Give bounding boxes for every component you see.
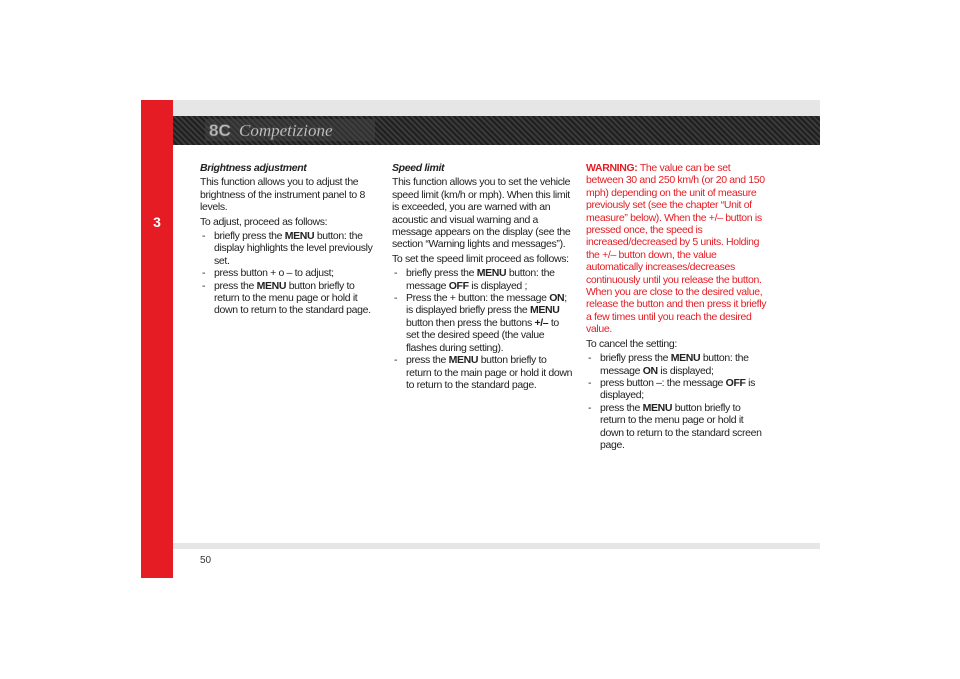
- paragraph: This function allows you to set the vehicle speed limit (km/h or mph). When this limit is exceeded, you are warned with an acoustic and visual warning and a message appears on the display (see the section “Warning lights and messages”).: [392, 176, 571, 251]
- step-list: [200, 230, 378, 317]
- chapter-tab: [141, 100, 173, 578]
- list-item: - press the MENU button briefly to return to the menu page or hold it down to return to the standard page.: [200, 280, 378, 317]
- section-heading: Brightness adjustment: [200, 162, 307, 174]
- paragraph: To cancel the setting:: [586, 337, 677, 350]
- header-band: [173, 100, 820, 116]
- logo-script: Competizione: [239, 121, 333, 140]
- list-item: - Press the + button: the message ON; is displayed briefly press the MENU button then press the buttons +/– to set the desired speed (the value flashes during setting).: [392, 292, 574, 354]
- column-speed-limit: [392, 162, 574, 393]
- list-item: - press the MENU button briefly to return to the main page or hold it down to return to the standard page.: [392, 354, 574, 391]
- list-item: - briefly press the MENU button: the message ON is displayed;: [586, 352, 768, 377]
- footer-band: [173, 543, 820, 549]
- header-banner: [173, 116, 820, 145]
- list-item: - press button –: the message OFF is displayed;: [586, 377, 768, 402]
- section-heading: Speed limit: [392, 162, 445, 174]
- brand-logo: [205, 118, 375, 142]
- chapter-number: 3: [153, 214, 161, 230]
- column-warning: [586, 162, 768, 453]
- paragraph: To set the speed limit proceed as follows:: [392, 252, 569, 265]
- list-item: - press button + o – to adjust;: [200, 267, 378, 279]
- logo-number: 8C: [209, 121, 231, 140]
- page-number: 50: [200, 555, 212, 566]
- paragraph: To adjust, proceed as follows:: [200, 215, 328, 228]
- step-list: [392, 267, 574, 391]
- list-item: - briefly press the MENU button: the display highlights the level previously set.: [200, 230, 378, 267]
- list-item: - press the MENU button briefly to return to the menu page or hold it down to return to the standard screen page.: [586, 402, 768, 452]
- warning-label: WARNING:: [586, 162, 638, 174]
- column-brightness: [200, 162, 378, 319]
- warning-paragraph: WARNING: The value can be set between 30 and 250 km/h (or 20 and 150 mph) depending on the unit of measure previously set (see the chapter “Unit of measure” below). When the +/– button is pressed once, the speed is increased/decreased by 5 units. Holding the +/– button down, the value automatically increases/decreases continuously until you release the button. When you are close to the desired value, release the button and then press it briefly a few times until you reach the desired value.: [586, 162, 767, 336]
- step-list: [586, 352, 768, 451]
- list-item: - briefly press the MENU button: the message OFF is displayed ;: [392, 267, 574, 292]
- cancel-section: [586, 338, 768, 452]
- paragraph: This function allows you to adjust the brightness of the instrument panel to 8 levels.: [200, 176, 365, 214]
